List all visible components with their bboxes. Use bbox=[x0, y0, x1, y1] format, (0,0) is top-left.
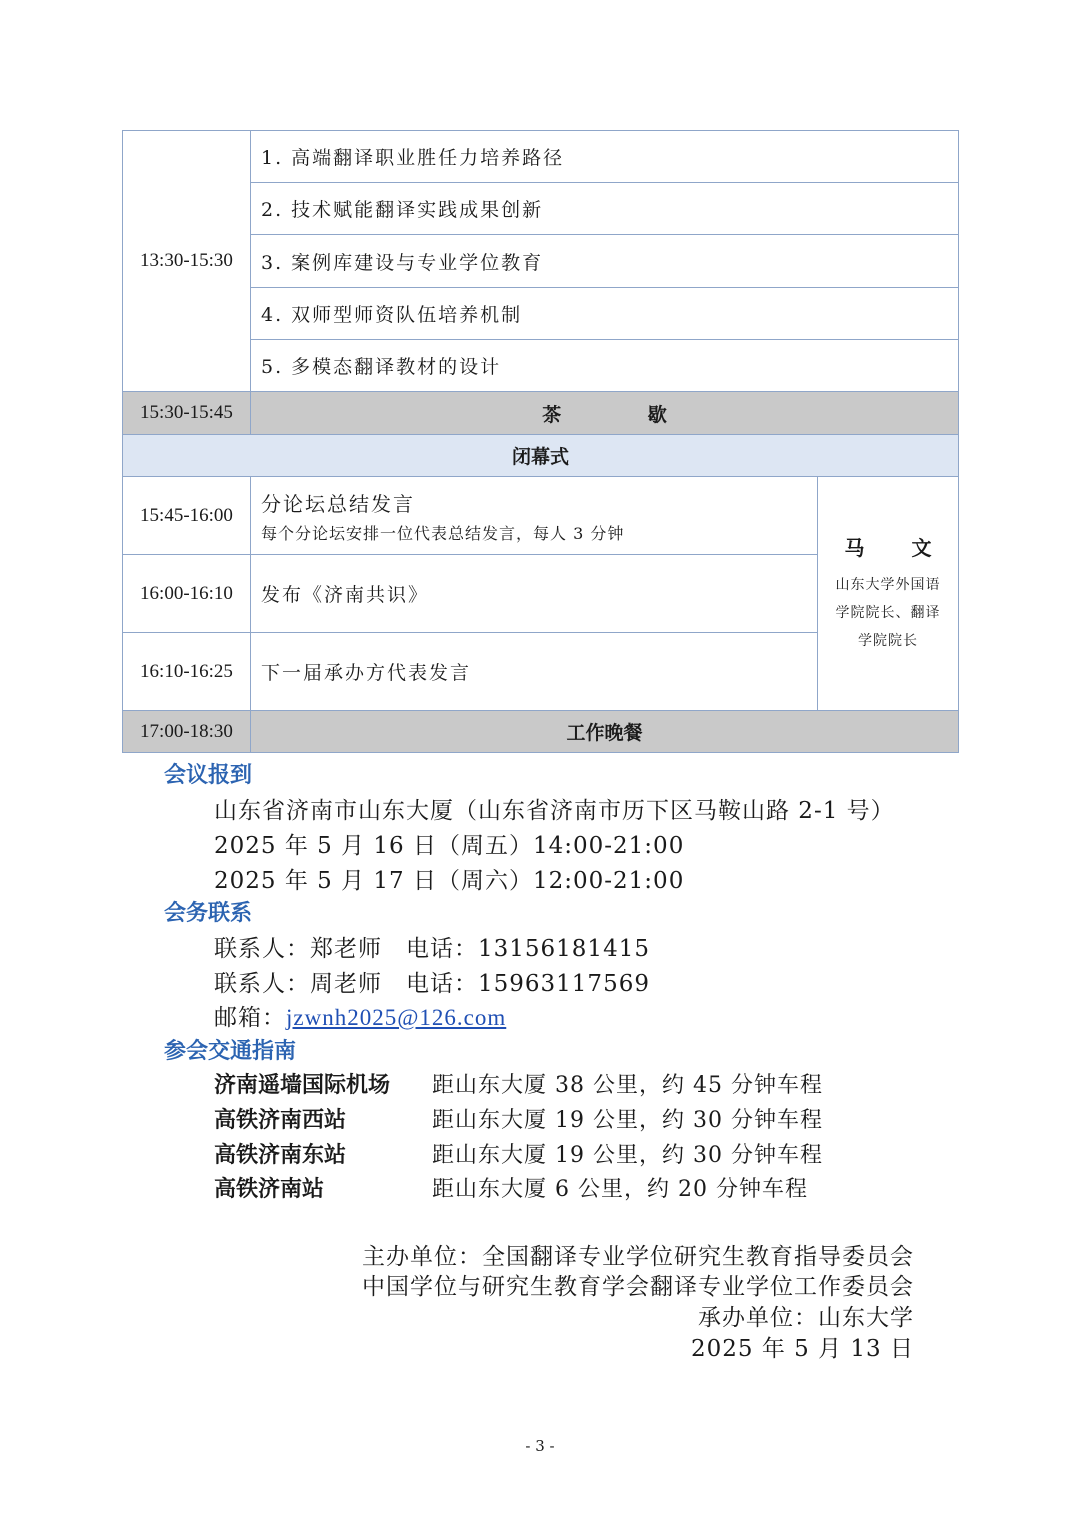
session1-item: 2. 技术赋能翻译实践成果创新 bbox=[251, 183, 959, 235]
registration-line: 2025 年 5 月 16 日（周五）14:00-21:00 bbox=[214, 833, 685, 859]
transport-distance: 距山东大厦 38 公里，约 45 分钟车程 bbox=[432, 1073, 823, 1098]
session1-item: 1. 高端翻译职业胜任力培养路径 bbox=[251, 131, 959, 183]
email-link[interactable]: jzwnh2025@126.com bbox=[286, 1005, 507, 1030]
host-unit-line: 承办单位：山东大学 bbox=[698, 1305, 914, 1331]
transport-station: 济南遥墙国际机场 bbox=[214, 1073, 391, 1098]
transport-distance: 距山东大厦 19 公里，约 30 分钟车程 bbox=[432, 1143, 823, 1168]
closing-time: 15:45-16:00 bbox=[123, 477, 251, 555]
closing-time: 16:10-16:25 bbox=[123, 633, 251, 711]
transport-station: 高铁济南站 bbox=[214, 1177, 325, 1202]
organizer-line: 主办单位：全国翻译专业学位研究生教育指导委员会 bbox=[362, 1244, 914, 1270]
session1-item: 4. 双师型师资队伍培养机制 bbox=[251, 288, 959, 340]
registration-line: 2025 年 5 月 17 日（周六）12:00-21:00 bbox=[214, 868, 685, 894]
transport-station: 高铁济南西站 bbox=[214, 1108, 347, 1133]
closing-subtitle: 每个分论坛安排一位代表总结发言，每人 3 分钟 bbox=[261, 523, 625, 543]
email-line bbox=[214, 999, 506, 1032]
transport-heading: 参会交通指南 bbox=[164, 1039, 297, 1064]
registration-heading: 会议报到 bbox=[164, 763, 253, 788]
contact-line: 联系人：周老师 电话：15963117569 bbox=[214, 971, 650, 997]
closing-item bbox=[251, 477, 818, 555]
transport-station: 高铁济南东站 bbox=[214, 1143, 347, 1168]
registration-line: 山东省济南市山东大厦（山东省济南市历下区马鞍山路 2-1 号） bbox=[214, 798, 895, 824]
page-number: - 3 - bbox=[525, 1437, 555, 1455]
contact-line: 联系人：郑老师 电话：13156181415 bbox=[214, 936, 650, 962]
closing-time: 16:00-16:10 bbox=[123, 555, 251, 633]
issue-date: 2025 年 5 月 13 日 bbox=[691, 1336, 914, 1362]
session1-item: 3. 案例库建设与专业学位教育 bbox=[251, 235, 959, 288]
host-name: 马 文 bbox=[844, 536, 952, 560]
dinner-time: 17:00-18:30 bbox=[123, 711, 251, 753]
tea-break-label: 茶 歇 bbox=[251, 392, 959, 435]
host-title-line: 学院院长 bbox=[857, 633, 918, 649]
dinner-label: 工作晚餐 bbox=[251, 711, 959, 753]
closing-title: 发布《济南共识》 bbox=[251, 555, 818, 633]
email-label: 邮箱： bbox=[214, 1005, 286, 1031]
session1-item: 5. 多模态翻译教材的设计 bbox=[251, 340, 959, 392]
session1-time: 13:30-15:30 bbox=[123, 131, 251, 392]
schedule-table bbox=[122, 130, 959, 753]
organizer-line: 中国学位与研究生教育学会翻译专业学位工作委员会 bbox=[362, 1274, 914, 1300]
contact-heading: 会务联系 bbox=[164, 901, 253, 926]
host-title-line: 山东大学外国语 bbox=[835, 577, 941, 593]
tea-break-time: 15:30-15:45 bbox=[123, 392, 251, 435]
closing-title: 下一届承办方代表发言 bbox=[251, 633, 818, 711]
closing-title: 分论坛总结发言 bbox=[261, 491, 415, 516]
host-cell bbox=[817, 477, 958, 711]
closing-header: 闭幕式 bbox=[123, 435, 959, 477]
transport-distance: 距山东大厦 6 公里，约 20 分钟车程 bbox=[432, 1177, 808, 1202]
transport-distance: 距山东大厦 19 公里，约 30 分钟车程 bbox=[432, 1108, 823, 1133]
host-title-line: 学院院长、翻译 bbox=[835, 605, 941, 621]
